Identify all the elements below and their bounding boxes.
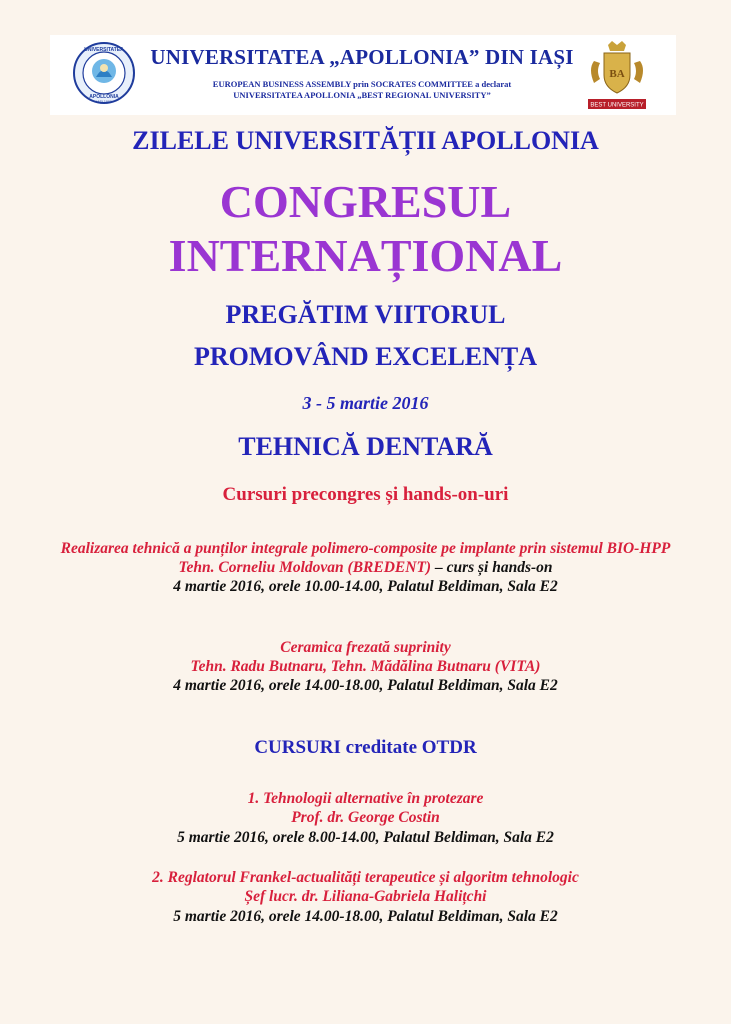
event-dates: 3 - 5 martie 2016: [302, 393, 429, 413]
svg-text:APOLLONIA: APOLLONIA: [89, 94, 119, 100]
university-name: UNIVERSITATEA „APOLLONIA” DIN IAȘI: [150, 45, 574, 69]
motto-line-1: PREGĂTIM VIITORUL: [225, 300, 506, 329]
award-line-1: EUROPEAN BUSINESS ASSEMBLY prin SOCRATES COMMITTEE a declarat: [212, 79, 512, 89]
course-schedule: 5 martie 2016, orele 8.00-14.00, Palatul Beldiman, Sala E2: [177, 829, 554, 846]
course-speaker: Tehn. Radu Butnaru, Tehn. Mădălina Butnaru (VITA): [190, 658, 541, 675]
congress-title-line-2: INTERNAȚIONAL: [168, 230, 563, 281]
course-speaker-line: [0, 559, 731, 577]
university-seal-logo: [72, 41, 136, 105]
award-line-2: UNIVERSITATEA APOLLONIA „BEST REGIONAL UNIVERSITY”: [233, 90, 491, 100]
course-speaker: Prof. dr. George Costin: [291, 809, 440, 826]
svg-text:UNIVERSITATEA: UNIVERSITATEA: [84, 47, 124, 53]
section-title: TEHNICĂ DENTARĂ: [238, 432, 493, 461]
course-title: 2. Reglatorul Frankel-actualități terapeutice și algoritm tehnologic: [152, 869, 579, 886]
course-speaker: Șef lucr. dr. Liliana-Gabriela Halițchi: [244, 888, 487, 905]
best-university-crest-logo: [578, 39, 656, 111]
course-speaker-suffix: – curs și hands-on: [431, 559, 553, 576]
course-title: 1. Tehnologii alternative în protezare: [247, 790, 484, 807]
course-schedule: 4 martie 2016, orele 10.00-14.00, Palatul Beldiman, Sala E2: [173, 578, 558, 595]
course-schedule: 5 martie 2016, orele 14.00-18.00, Palatul Beldiman, Sala E2: [173, 908, 558, 925]
svg-text:IAȘI 1990: IAȘI 1990: [96, 100, 112, 104]
course-speaker: Tehn. Corneliu Moldovan (BREDENT): [178, 559, 432, 576]
course-schedule: 4 martie 2016, orele 14.00-18.00, Palatul Beldiman, Sala E2: [173, 677, 558, 694]
precongress-heading: Cursuri precongres și hands-on-uri: [222, 484, 509, 505]
header-banner: [50, 35, 676, 115]
course-title: Realizarea tehnică a punților integrale polimero-composite pe implante prin sistemul BIO-HPP: [60, 540, 671, 557]
congress-title-line-1: CONGRESUL: [219, 176, 512, 227]
svg-text:BA: BA: [609, 68, 625, 80]
best-university-badge: BEST UNIVERSITY: [590, 102, 644, 109]
event-kicker: ZILELE UNIVERSITĂȚII APOLLONIA: [132, 126, 599, 155]
course-title: Ceramica frezată suprinity: [280, 639, 451, 656]
motto-line-2: PROMOVÂND EXCELENȚA: [193, 342, 538, 371]
credited-courses-heading: CURSURI creditate OTDR: [254, 737, 477, 758]
